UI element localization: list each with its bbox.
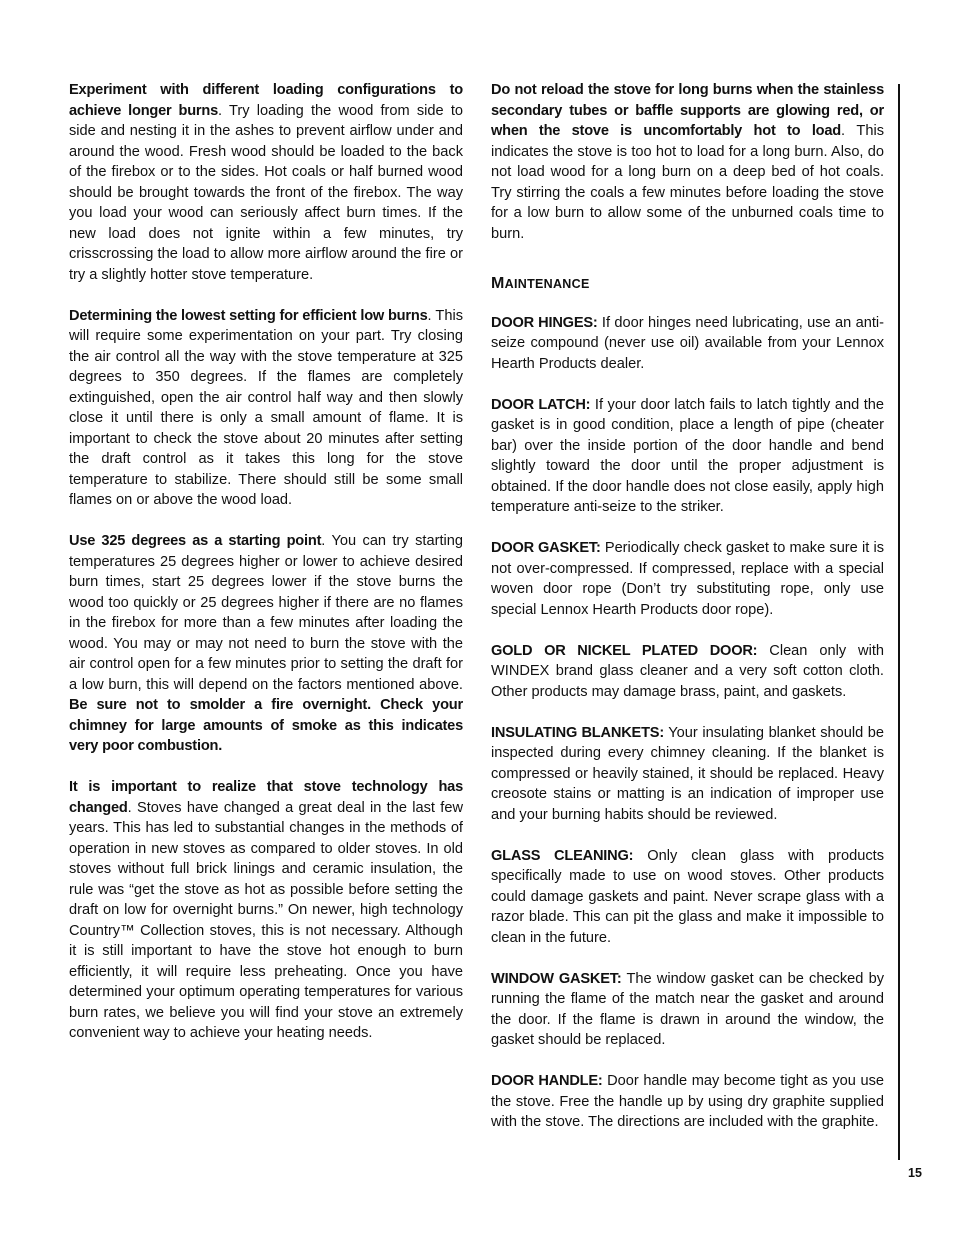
heading-rest: AINTENANCE — [504, 277, 590, 291]
item-door-hinges — [491, 313, 884, 375]
vertical-rule — [898, 84, 900, 1160]
item-glass-cleaning — [491, 846, 884, 949]
paragraph-do-not-reload — [491, 80, 884, 244]
paragraph-body: . This will require some experimentation on your part. Try closing the air control all the way with the stove temperature at 325 degrees to 350 degrees. If the flames are completely extinguished, open the air control half way and then slowly close it until there is only a small amount of flame. It is important to check the stove about 20 minutes after setting the draft control as it takes this long for the stove temperature to stabilize. There should still be some small flames on or above the wood load. — [69, 307, 463, 508]
item-text: Periodically check gasket to make sure it is not over-compressed. If compressed, replace with a special woven door rope (Don’t try substituting rope, only use special Lennox Hearth Products door rope). — [491, 540, 885, 618]
item-plated-door — [491, 641, 884, 703]
item-label: DOOR GASKET: — [491, 540, 601, 556]
paragraph-lead: It is important to realize that stove technology has changed — [69, 779, 463, 816]
item-label: GOLD OR NICKEL PLATED DOOR: — [491, 642, 758, 659]
item-text: If your door latch fails to latch tightly and the gasket is in good condition, place a length of pipe (cheater bar) over the inside portion of the door handle and bend slightly toward the door until the proper adjustment is obtained. If the door handle does not close easily, apply high temperature anti-seize to the striker. — [491, 396, 885, 515]
item-door-handle — [491, 1071, 884, 1133]
item-label: INSULATING BLANKETS: — [491, 724, 664, 741]
paragraph-warning: Be sure not to smolder a fire overnight. Check your chimney for large amounts of smoke as this indicates very poor combustion. — [69, 697, 463, 754]
item-window-gasket — [491, 969, 884, 1051]
paragraph-lead: Use 325 degrees as a starting point — [69, 533, 322, 549]
section-heading-maintenance — [491, 274, 884, 295]
paragraph-starting-point — [69, 531, 463, 757]
paragraph-lowest-setting — [69, 306, 463, 511]
right-column — [491, 80, 884, 1153]
item-text: If door hinges need lubricating, use an anti-seize compound (never use oil) available from your Lennox Hearth Products dealer. — [491, 314, 884, 372]
item-door-gasket — [491, 538, 884, 620]
paragraph-body: . You can try starting temperatures 25 degrees higher or lower to achieve desired burn times, start 25 degrees lower if the stove burns the wood too quickly or 25 degrees higher if there are no flames in the firebox for more than a few minutes after loading the wood. You may or may not need to burn the stove with the air control open for a few minutes prior to setting the draft for a low burn, this will depend on the factors mentioned above. — [69, 533, 463, 693]
item-text: Only clean glass with products specifically made to use on wood stoves. Other products could damage gaskets and paint. Never scrape glass with a razor blade. This can pit the glass and make it impossible to clean in the future. — [491, 847, 884, 946]
left-column — [69, 80, 463, 1064]
item-label: DOOR HANDLE: — [491, 1073, 603, 1089]
page-number: 15 — [908, 1166, 922, 1180]
item-text: Door handle may become tight as you use the stove. Free the handle up by using dry graphite supplied with the stove. The directions are included with the graphite. — [491, 1073, 884, 1130]
paragraph-body: . Stoves have changed a great deal in the last few years. This has led to substantial changes in the methods of operation in new stoves as compared to older stoves. In old stoves without full brick linings and ceramic insulation, the rule was “get the stove as hot as possible before setting the draft on low for overnight burns.” On newer, high technology Country™ Collection stoves, this is not necessary. Although it is still important to have the stove hot enough to burn efficiently, it will require less preheating. Once you have determined your optimum operating temperatures for various burn rates, we believe you will find your stove an extremely convenient way to achieve your heating needs. — [69, 799, 463, 1041]
item-text: Clean only with WINDEX brand glass cleaner and a very soft cotton cloth. Other products may damage brass, paint, and gaskets. — [491, 642, 884, 700]
item-text: Your insulating blanket should be inspected during every chimney cleaning. If the blanket is compressed or heavily stained, it should be replaced. Heavy creosote stains or matting is an indication of improper use and your burning habits should be reviewed. — [491, 724, 885, 823]
item-label: WINDOW GASKET: — [491, 970, 622, 987]
paragraph-stove-technology — [69, 777, 463, 1044]
item-text: The window gasket can be checked by running the flame of the match near the gasket and around the door. If the flame is drawn in around the window, the gasket should be replaced. — [491, 970, 885, 1048]
paragraph-lead: Do not reload the stove for long burns when the stainless secondary tubes or baffle supports are glowing red, or when the stove is uncomfortably hot to load — [491, 82, 884, 139]
paragraph-lead: Experiment with different loading configurations to achieve longer burns — [69, 82, 463, 119]
item-label: DOOR LATCH: — [491, 396, 591, 413]
item-door-latch — [491, 395, 884, 518]
paragraph-loading-configurations — [69, 80, 463, 285]
item-label: DOOR HINGES: — [491, 314, 598, 331]
heading-initial: M — [491, 275, 505, 292]
paragraph-body: . Try loading the wood from side to side and nesting it in the ashes to prevent airflow under and around the wood. Fresh wood should be loaded to the back of the firebox or to the sides. Hot coals or half burned wood should be brought towards the front of the firebox. The way you load your wood can seriously affect burn times. If the new load does not ignite within a few minutes, try crisscrossing the load to allow more airflow around the fire or try a slightly hotter stove temperature. — [69, 102, 463, 283]
paragraph-body: . This indicates the stove is too hot to load for a long burn. Also, do not load wood for a long burn on a deep bed of hot coals. Try stirring the coals a few minutes before loading the stove for a low burn to allow some of the unburned coals time to burn. — [491, 123, 884, 242]
paragraph-lead: Determining the lowest setting for efficient low burns — [69, 307, 428, 324]
item-label: GLASS CLEANING: — [491, 847, 634, 864]
item-insulating-blankets — [491, 723, 884, 826]
